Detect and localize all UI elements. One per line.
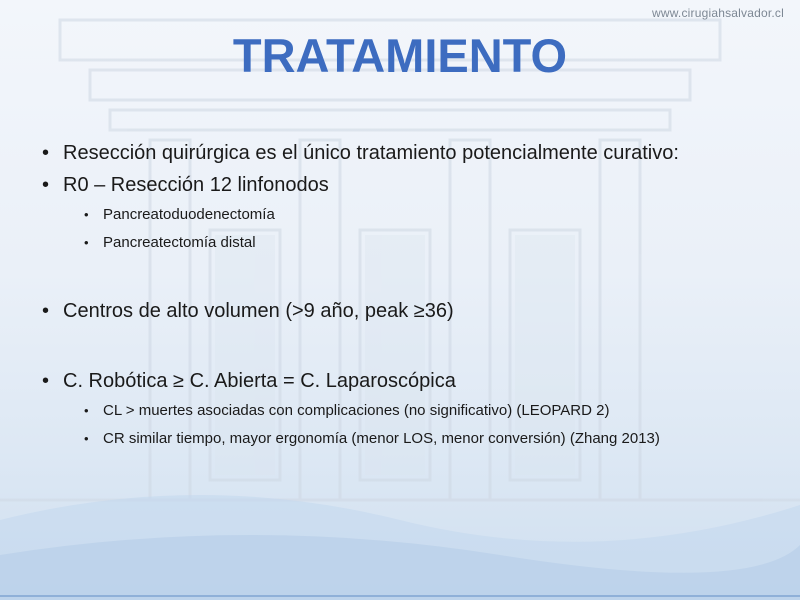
site-url: www.cirugiahsalvador.cl	[652, 6, 784, 20]
sub-bullet-leopard2: • CL > muertes asociadas con complicaciones (no significativo) (LEOPARD 2)	[42, 400, 782, 422]
bullet-curative-surgery: • Resección quirúrgica es el único tratamiento potencialmente curativo:	[42, 140, 782, 166]
bullet-r0-resection: • R0 – Resección 12 linfonodos	[42, 172, 782, 198]
slide-content	[42, 140, 782, 450]
slide-title: TRATAMIENTO	[232, 29, 568, 82]
sub-bullet-pancreatoduodenectomy: • Pancreatoduodenectomía	[42, 204, 782, 226]
sub-bullet-zhang2013: • CR similar tiempo, mayor ergonomía (menor LOS, menor conversión) (Zhang 2013)	[42, 428, 782, 450]
sub-bullet-distal-pancreatectomy: • Pancreatectomía distal	[42, 232, 782, 254]
bullet-surgery-comparison: • C. Robótica ≥ C. Abierta = C. Laparoscópica	[42, 368, 782, 394]
bullet-high-volume-centers: • Centros de alto volumen (>9 año, peak ≥36)	[42, 298, 782, 324]
